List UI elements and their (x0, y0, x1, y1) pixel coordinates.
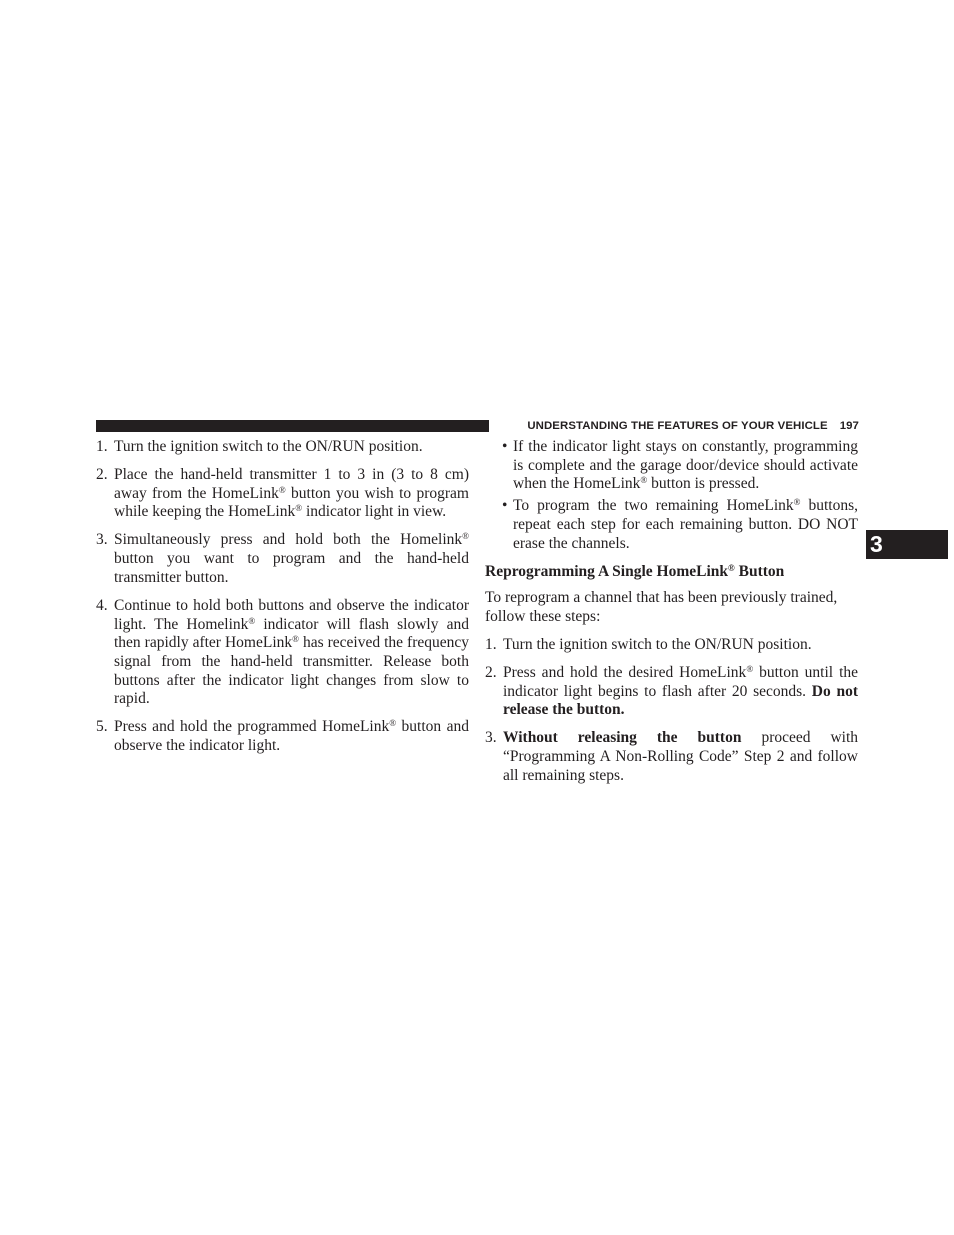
step-number: 2. (96, 466, 108, 483)
programming-steps (96, 438, 469, 756)
step-item (96, 718, 469, 755)
bullet-list (485, 438, 858, 553)
step-number: 4. (96, 596, 108, 614)
step-number: 2. (485, 663, 497, 681)
step-number: 5. (96, 718, 108, 736)
step-item (96, 531, 469, 587)
bullet-text: To program the two remaining HomeLink® buttons, repeat each step for each remaining button. DO NOT erase the channels. (513, 497, 858, 552)
step-item (96, 466, 469, 522)
step-number: 1. (96, 438, 108, 455)
step-item (96, 438, 469, 457)
step-text: Turn the ignition switch to the ON/RUN position. (503, 635, 812, 653)
step-item (485, 664, 858, 720)
step-item (96, 597, 469, 709)
header-rule-bar (96, 420, 489, 432)
step-bold-warning: Do not release the button. (503, 682, 858, 719)
step-text: Turn the ignition switch to the ON/RUN position. (114, 438, 423, 455)
bullet-item (485, 497, 858, 553)
step-bold-lead: Without releasing the button (503, 729, 742, 747)
section-subheading: Reprogramming A Single HomeLink® Button (485, 562, 785, 580)
step-number: 3. (96, 531, 108, 549)
step-text: Press and hold the desired HomeLink® button until the indicator light begins to flash after 20 seconds. (503, 663, 859, 700)
section-title: UNDERSTANDING THE FEATURES OF YOUR VEHICLE (527, 419, 828, 432)
left-column (96, 438, 469, 765)
step-text: proceed with “Programming A Non-Rolling Code” Step 2 and follow all remaining steps. (503, 729, 859, 784)
step-text: Continue to hold both buttons and observe the indicator light. The Homelink® indicator will flash slowly and then rapidly after HomeLink® has received the frequency signal from the hand-held transmitter. Release both buttons after the indicator light changes from slow to rapid. (114, 596, 469, 708)
chapter-tab: 3 (866, 530, 948, 559)
step-item (485, 636, 858, 655)
bullet-text: If the indicator light stays on constantly, programming is complete and the garage door/device should activate when the HomeLink® button is pressed. (513, 438, 858, 493)
right-column (485, 438, 858, 795)
step-text: Place the hand-held transmitter 1 to 3 in (3 to 8 cm) away from the HomeLink® button you wish to program while keeping the HomeLink® indicator light in view. (114, 466, 469, 521)
page-number: 197 (839, 419, 859, 432)
running-head (498, 417, 859, 434)
bullet-dot: • (502, 497, 508, 515)
step-number: 3. (485, 729, 497, 747)
step-number: 1. (485, 635, 497, 653)
reprogramming-steps (485, 636, 858, 786)
bullet-dot: • (502, 438, 508, 455)
step-text: Press and hold the programmed HomeLink® button and observe the indicator light. (114, 718, 470, 755)
step-item (485, 729, 858, 785)
step-text: Simultaneously press and hold both the Homelink® button you want to program and the hand-held transmitter button. (114, 531, 469, 586)
bullet-item (485, 438, 858, 494)
intro-paragraph: To reprogram a channel that has been previously trained, follow these steps: (485, 589, 838, 625)
